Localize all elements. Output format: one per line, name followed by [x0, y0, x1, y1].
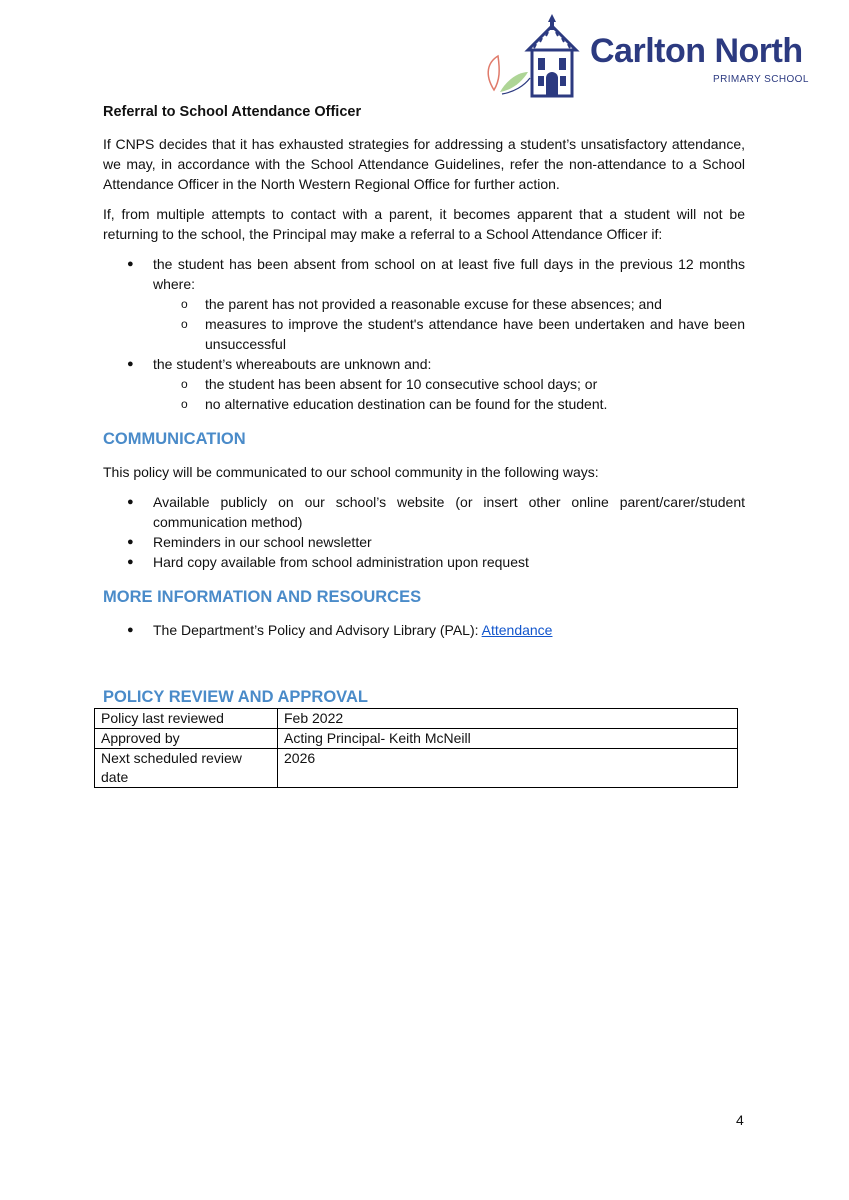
circle-bullet-icon: o — [181, 317, 188, 331]
table-row — [95, 729, 738, 749]
bullet-icon: ● — [127, 556, 134, 568]
table-cell-value: 2026 — [278, 749, 738, 788]
logo-school-subtitle: PRIMARY SCHOOL — [713, 74, 809, 85]
list-item-text: Available publicly on our school’s website (or insert other online parent/carer/student communication method) — [153, 494, 745, 530]
table-cell-label: Policy last reviewed — [95, 709, 278, 729]
referral-paragraph-1: If CNPS decides that it has exhausted strategies for addressing a student’s unsatisfactory attendance, we may, in accordance with the School Attendance Guidelines, refer the non-attendance to a School Attendance Officer in the North Western Regional Office for further action. — [103, 136, 745, 192]
table-cell-value: Acting Principal- Keith McNeill — [278, 729, 738, 749]
sub-list-item-text: the parent has not provided a reasonable excuse for these absences; and — [205, 296, 662, 312]
list-item-text: Reminders in our school newsletter — [153, 534, 372, 550]
sub-list-item-text: the student has been absent for 10 consecutive school days; or — [205, 376, 598, 392]
communication-intro: This policy will be communicated to our school community in the following ways: — [103, 464, 599, 480]
list-item — [103, 620, 745, 640]
logo-school-name: Carlton North — [590, 32, 803, 70]
list-item-text: Hard copy available from school administration upon request — [153, 554, 529, 570]
sub-list-item — [153, 374, 745, 394]
policy-review-table — [94, 708, 738, 788]
referral-heading: Referral to School Attendance Officer — [103, 104, 362, 120]
list-item — [103, 354, 745, 414]
bullet-icon: ● — [127, 496, 134, 508]
circle-bullet-icon: o — [181, 377, 188, 391]
circle-bullet-icon: o — [181, 297, 188, 311]
bullet-icon: ● — [127, 536, 134, 548]
sub-list-item — [153, 394, 745, 414]
attendance-link[interactable]: Attendance — [481, 622, 553, 638]
table-row — [95, 709, 738, 729]
policy-review-heading: POLICY REVIEW AND APPROVAL — [103, 688, 368, 706]
bullet-icon: ● — [127, 258, 134, 270]
sub-list — [153, 374, 745, 414]
communication-heading: COMMUNICATION — [103, 430, 246, 448]
list-item-text: the student has been absent from school on at least five full days in the previous 12 months where: — [153, 256, 745, 292]
school-building-icon — [480, 8, 590, 100]
resources-list — [103, 620, 745, 640]
bullet-icon: ● — [127, 624, 134, 636]
document-body — [103, 102, 745, 650]
bullet-icon: ● — [127, 358, 134, 370]
table-cell-label: Approved by — [95, 729, 278, 749]
sub-list-item-text: measures to improve the student's attendance have been undertaken and have been unsuccessful — [205, 316, 745, 352]
table-row — [95, 749, 738, 788]
list-item — [103, 492, 745, 532]
circle-bullet-icon: o — [181, 397, 188, 411]
list-item — [103, 254, 745, 354]
table-cell-label: Next scheduled review date — [95, 749, 278, 788]
table-cell-value: Feb 2022 — [278, 709, 738, 729]
referral-conditions-list — [103, 254, 745, 414]
sub-list — [153, 294, 745, 354]
communication-list — [103, 492, 745, 572]
list-item-text: the student’s whereabouts are unknown and: — [153, 356, 432, 372]
resources-heading: MORE INFORMATION AND RESOURCES — [103, 588, 422, 606]
school-logo — [480, 8, 820, 100]
page-number: 4 — [736, 1112, 744, 1128]
list-item — [103, 532, 745, 552]
referral-paragraph-2: If, from multiple attempts to contact with a parent, it becomes apparent that a student will not be returning to the school, the Principal may make a referral to a School Attendance Officer if: — [103, 206, 745, 242]
list-item-text: The Department’s Policy and Advisory Library (PAL): — [153, 622, 482, 638]
sub-list-item-text: no alternative education destination can be found for the student. — [205, 396, 608, 412]
list-item — [103, 552, 745, 572]
sub-list-item — [153, 294, 745, 314]
sub-list-item — [153, 314, 745, 354]
